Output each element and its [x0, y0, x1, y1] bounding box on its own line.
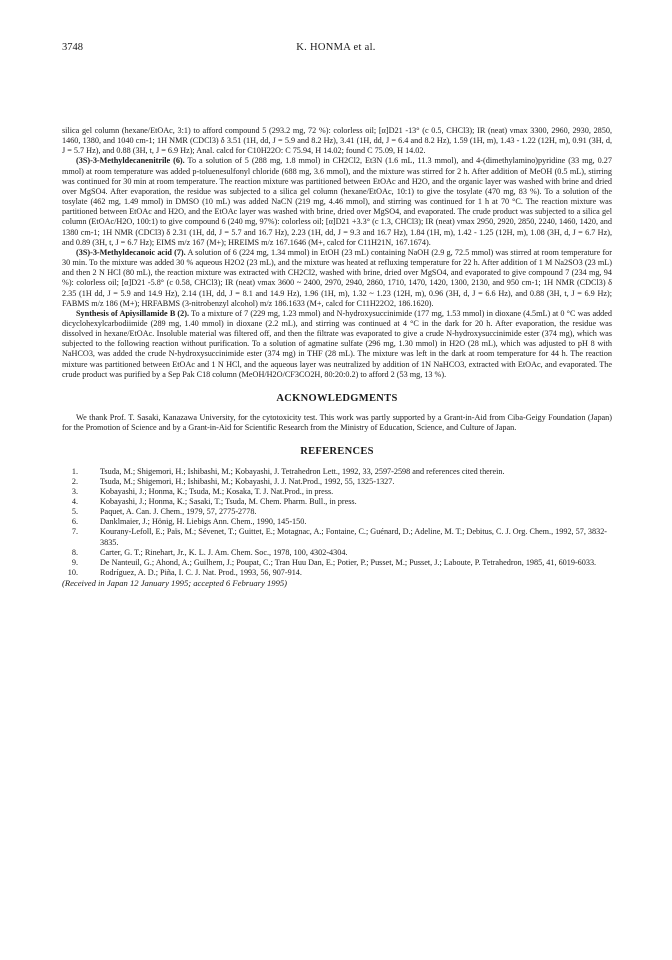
acknowledgments-text: We thank Prof. T. Sasaki, Kanazawa University, for the cytotoxicity test. This work was partly supported by a Grant-in-Aid from Ciba-Geigy Foundation (Japan) for the Promotion of Science and by a Grant-in-Aid for Scientific Research from the Ministry of Education, Science, and Culture of Japan. [62, 413, 612, 433]
reference-number: 10. [67, 568, 78, 578]
paragraph-compound-7 [62, 248, 612, 309]
reference-text: Tsuda, M.; Shigemori, H.; Ishibashi, M.; Kobayashi, J. Tetrahedron Lett., 1992, 33, 2597-2598 and references cited therein. [100, 466, 505, 476]
reference-item [62, 477, 612, 487]
synthesis-title: Synthesis of Apiysillamide B (2). [76, 308, 190, 318]
reference-number: 3. [71, 486, 78, 496]
references-heading: REFERENCES [300, 446, 374, 458]
reference-number: 1. [71, 466, 78, 476]
reference-item [62, 487, 612, 497]
received-dates: (Received in Japan 12 January 1995; accepted 6 February 1995) [62, 578, 288, 589]
reference-text: Kourany-Lefoll, E.; Païs, M.; Sévenet, T.; Guittet, E.; Motagnac, A.; Fontaine, C.; Guénard, D.; Adeline, M. T.; Debitus, C. J. Org. Chem., 1992, 57, 3832-3835. [100, 527, 608, 547]
reference-number: 6. [71, 517, 78, 527]
compound-6-text: To a solution of 5 (288 mg, 1.8 mmol) in CH2Cl2, Et3N (1.6 mL, 11.3 mmol), and 4-(dimethylamino)pyridine (33 mg, 0.27 mmol) at room temperature was added p-toluenesulfonyl chloride (688 mg, 3.6 mmol), and the mixture was stirred for 2 h. After addition of MeOH (0.5 mL), stirring was continued for 30 min at room temperature. The reaction mixture was partitioned between EtOAc and H2O, and the organic layer was washed with brine and dried over MgSO4. After evaporation, the residue was subjected to a silica gel column (hexane/EtOAc, 10:1) to give the tosylate (470 mg, 83 %). To a solution of the tosylate (462 mg, 1.49 mmol) in DMSO (10 mL) was added NaCN (219 mg, 4.46 mmol), and stirring was continued for 1 h at 70 °C. The reaction mixture was partitioned between EtOAc and H2O, and the EtOAc layer was washed with brine, dried over MgSO4, and evaporated. The crude product was subjected to a silica gel column (EtOAc/H2O, 100:1) to give compound 6 (240 mg, 97%): colorless oil; [α]D21 +3.3° (c 1.3, CHCl3); IR (neat) νmax 2950, 2920, 2850, 2240, 1460, 1420, and 1380 cm-1; 1H NMR (CDCl3) δ 2.31 (1H, dd, J = 5.7 and 16.7 Hz), 2.23 (1H, dd, J = 9.3 and 16.7 Hz), 1.84 (1H, m), 1.42 - 1.25 (12H, m), 1.08 (3H, d, J = 6.7 Hz), and 0.89 (3H, t, J = 6.7 Hz); EIMS m/z 167 (M+); HREIMS m/z 167.1646 (M+, calcd for C11H21N, 167.1674). [62, 156, 612, 247]
running-head: K. HONMA et al. [296, 42, 376, 53]
reference-item [62, 558, 612, 568]
page-number: 3748 [62, 42, 83, 53]
reference-text: Danklmaier, J.; Hönig, H. Liebigs Ann. Chem., 1990, 145-150. [100, 517, 307, 527]
reference-text: Carter, G. T.; Rinehart, Jr., K. L. J. Am. Chem. Soc., 1978, 100, 4302-4304. [100, 547, 348, 557]
reference-number: 2. [71, 476, 78, 486]
reference-text: Rodríguez, A. D.; Piña, I. C. J. Nat. Prod., 1993, 56, 907-914. [100, 568, 302, 578]
reference-number: 4. [71, 497, 78, 506]
compound-7-title: (3S)-3-Methyldecanoic acid (7). [76, 247, 186, 257]
compound-7-text: A solution of 6 (224 mg, 1.34 mmol) in EtOH (23 mL) containing NaOH (2.9 g, 72.5 mmol) was stirred at room temperature for 30 min. To the mixture was added 30 % aqueous H2O2 (23 mL), and the mixture was heated at refluxing temperature for 22 h. After addition of 1 M Na2SO3 (23 mL) and then 2 N HCl (80 mL), the reaction mixture was extracted with CH2Cl2, washed with brine, dried over MgSO4, and evaporated to give compound 7 (234 mg, 94 %): colorless oil; [α]D21 -5.8° (c 0.58, CHCl3); IR (neat) νmax 3600 ~ 2400, 2970, 2940, 2860, 1710, 1470, 1420, 1300, 2130, and 950 cm-1; 1H NMR (CDCl3) δ 2.35 (1H dd, J = 5.9 and 14.9 Hz), 2.14 (1H, dd, J = 8.1 and 14.9 Hz), 1.96 (1H, m), 1.32 ~ 1.23 (12H, m), 0.96 (3H, d, J = 6.6 Hz), and 0.88 (3H, t, J = 6.9 Hz); FABMS m/z 186 (M+); HRFABMS (3-nitrobenzyl alcohol) m/z 186.1633 (M+, calcd for C11H22O2, 186.1620). [62, 247, 612, 308]
reference-item [62, 527, 612, 547]
paragraph-compound-6 [62, 156, 612, 247]
references-list [62, 467, 612, 579]
compound-6-title: (3S)-3-Methyldecanenitrile (6). [76, 156, 185, 166]
reference-text: Tsuda, M.; Shigemori, H.; Ishibashi, M.; Kobayashi, J. J. Nat.Prod., 1992, 55, 1325-1327. [100, 476, 395, 486]
reference-number: 7. [71, 527, 78, 537]
paragraph-compound-5: silica gel column (hexane/EtOAc, 3:1) to afford compound 5 (293.2 mg, 72 %): colorless oil; [α]D21 -13° (c 0.5, CHCl3); IR (neat) νmax 3300, 2960, 2930, 2850, 1460, 1380, and 1040 cm-1; 1H NMR (CDCl3) δ 3.51 (1H, dd, J = 5.9 and 8.2 Hz), 3.41 (1H, dd, J = 6.4 and 8.2 Hz), 1.59 (1H, m), 1.43 - 1.22 (12H, m), 0.91 (3H, d, J = 5.7 Hz), and 0.88 (3H, t, J = 6.9 Hz); Anal. calcd for C10H22O: C 75.94, H 14.02; found C 75.09, H 14.02. [62, 126, 612, 156]
reference-item [62, 517, 612, 527]
reference-text: De Nanteuil, G.; Ahond, A.; Guilhem, J.; Poupat, C.; Tran Huu Dan, E.; Potier, P.; Pusset, M.; Pusset, J.; Laboute, P. Tetrahedron, 1985, 41, 6019-6033. [100, 557, 597, 567]
article-body [62, 126, 612, 588]
reference-item [62, 497, 612, 507]
reference-number: 5. [71, 507, 78, 517]
reference-item [62, 507, 612, 517]
paragraph-synthesis [62, 309, 612, 380]
reference-item [62, 568, 612, 578]
reference-number: 8. [71, 547, 78, 557]
reference-text: Paquet, A. Can. J. Chem., 1979, 57, 2775-2778. [100, 507, 257, 517]
reference-number: 9. [71, 557, 78, 567]
acknowledgments-heading: ACKNOWLEDGMENTS [276, 392, 398, 404]
page-header [62, 42, 610, 56]
reference-item [62, 467, 612, 477]
reference-item [62, 548, 612, 558]
synthesis-text: To a mixture of 7 (229 mg, 1.23 mmol) and N-hydroxysuccinimide (177 mg, 1.53 mmol) in dioxane (4.5mL) at 0 °C was added dicyclohexylcarbodiimide (289 mg, 1.40 mmol) in dioxane (2.2 mL), and stirring was continued at 4 °C in the dark for 20 h. After evaporation, the residue was dissolved in hexane/EtOAc. Insoluble material was filtered off, and then the filtrate was evaporated to give a crude N-hydroxysuccinimide ester (374 mg), which was subjected to the following reaction without purification. To a solution of agmatine sulfate (296 mg, 1.30 mmol) in H2O (28 mL), which was adjusted to pH 8 with NaHCO3, was added the crude N-hydroxysuccinimide ester (374 mg) in THF (28 mL). The mixture was left in the dark at room temperature for 44 h. The reaction mixture was partitioned between EtOAc and 1 N HCl, and the aqueous layer was neutralized by addition of 1N NaHCO3, extracted with EtOAc, and evaporated. The crude product was purified by a Sep Pak C18 column (MeOH/H2O/CF3CO2H, 80:20:0.2) to afford 2 (53 mg, 13 %). [62, 308, 612, 379]
reference-text: Kobayashi, J.; Honma, K.; Tsuda, M.; Kosaka, T. J. Nat.Prod., in press. [100, 486, 334, 496]
reference-text: Kobayashi, J.; Honma, K.; Sasaki, T.; Tsuda, M. Chem. Pharm. Bull., in press. [100, 497, 357, 506]
